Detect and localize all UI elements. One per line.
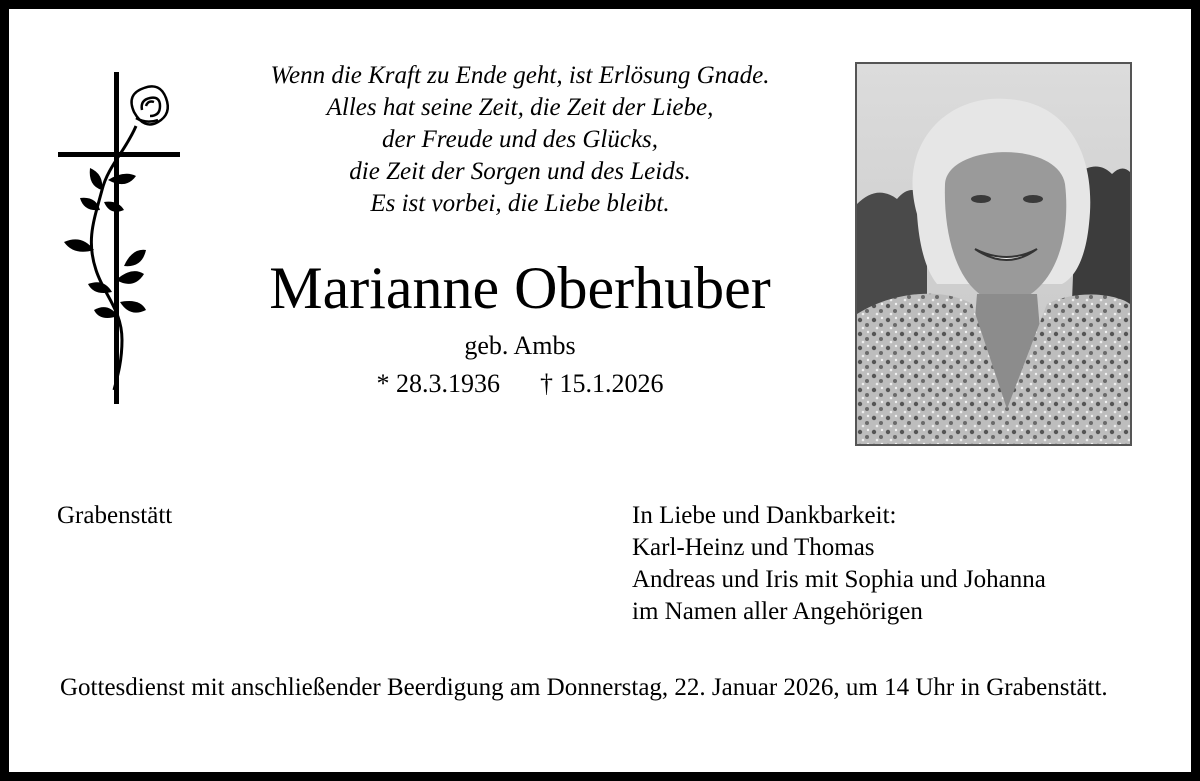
mourners-line: In Liebe und Dankbarkeit: xyxy=(632,502,897,529)
poem-line: Es ist vorbei, die Liebe bleibt. xyxy=(370,190,670,217)
funeral-service-notice: Gottesdienst mit anschließender Beerdigung am Donnerstag, 22. Januar 2026, um 14 Uhr in Grabenstätt. xyxy=(60,674,1108,701)
birth-name: geb. Ambs xyxy=(464,331,576,360)
death-date: † 15.1.2026 xyxy=(540,369,664,398)
poem-line: Alles hat seine Zeit, die Zeit der Liebe, xyxy=(326,94,714,121)
mourners-list xyxy=(632,500,1046,628)
mourners-line: Andreas und Iris mit Sophia und Johanna xyxy=(632,566,1046,593)
birth-date: * 28.3.1936 xyxy=(376,369,500,398)
poem-line: der Freude und des Glücks, xyxy=(381,126,659,153)
deceased-name: Marianne Oberhuber xyxy=(269,255,771,321)
cross-with-rose-icon xyxy=(56,70,186,410)
mourners-line: im Namen aller Angehörigen xyxy=(632,598,923,625)
place-name: Grabenstätt xyxy=(57,502,173,529)
poem-line: die Zeit der Sorgen und des Leids. xyxy=(349,158,691,185)
mourners-line: Karl-Heinz und Thomas xyxy=(632,534,875,561)
poem-line: Wenn die Kraft zu Ende geht, ist Erlösung Gnade. xyxy=(270,62,770,89)
portrait-photo xyxy=(855,62,1132,446)
life-dates xyxy=(250,368,790,400)
poem xyxy=(190,60,850,220)
